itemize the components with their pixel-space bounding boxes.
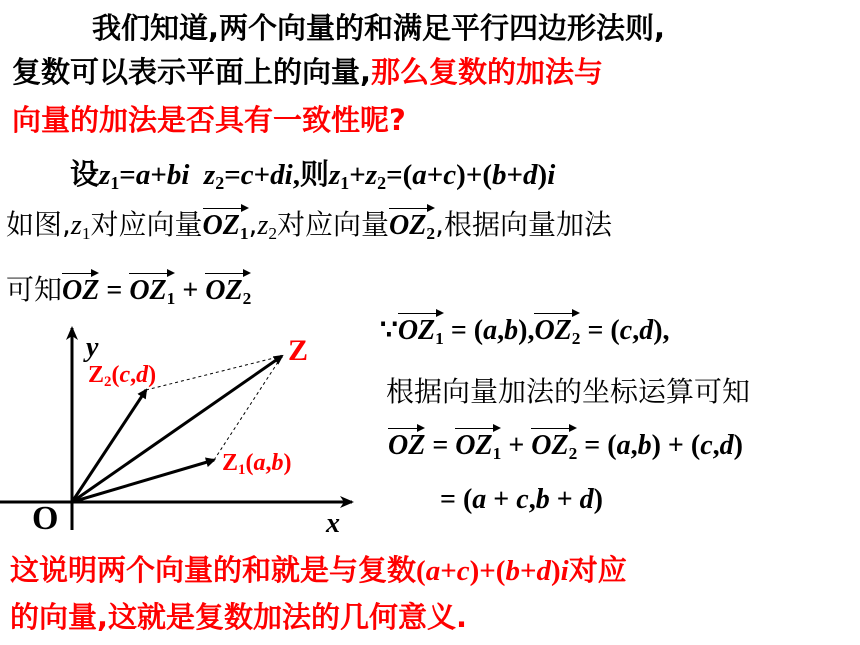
assumption-sep: 则 bbox=[299, 157, 329, 191]
dashed-side-z2-z bbox=[146, 356, 282, 390]
corr2-text: 对应向量 bbox=[277, 208, 390, 241]
sum-formula-2: = (a + c,b + d) bbox=[440, 484, 603, 515]
conclusion-line-2: 的向量,这就是复数加法的几何意义. bbox=[10, 600, 468, 634]
origin-label: O bbox=[32, 500, 59, 537]
comma-1: , bbox=[248, 208, 258, 241]
conclusion-part-b: 对应 bbox=[568, 553, 627, 587]
z1-symbol: $z_1$ bbox=[70, 210, 91, 243]
figure-tail: 根据向量加法 bbox=[443, 208, 612, 241]
know-text: 可知 bbox=[6, 273, 63, 306]
vector-oz1: $OZ_1$ bbox=[202, 210, 249, 243]
x-axis-label: x bbox=[326, 508, 340, 539]
comma-2: , bbox=[435, 208, 444, 241]
intro-line-3: 向量的加法是否具有一致性呢? bbox=[12, 103, 406, 137]
vector-z2-arrow bbox=[72, 390, 146, 502]
because-symbol: ∵ bbox=[380, 315, 398, 346]
figure-lead: 如图, bbox=[6, 208, 71, 241]
assumption-lead: 设 bbox=[70, 157, 100, 191]
dashed-side-z1-z bbox=[214, 356, 282, 460]
assumption-line bbox=[70, 152, 555, 193]
vector-oz2: $OZ_2$ bbox=[389, 210, 436, 243]
z1-point-label: $Z_1(a,b)$ bbox=[222, 450, 292, 479]
conclusion-line-1 bbox=[10, 548, 627, 589]
assumption-formula-2: $z_1+z_2=(a+c)+(b+d)i$ bbox=[328, 159, 556, 194]
sum-formula-1: OZ = $OZ_1 + OZ_2 = (a,b) + (c,d)$ bbox=[388, 430, 743, 463]
sum-line bbox=[6, 268, 251, 308]
assumption-formula-1: $z_1=a+bi$ $z_2=c+di$, bbox=[99, 159, 300, 194]
corr1-text: 对应向量 bbox=[90, 208, 203, 241]
conclusion-part-a: 这说明两个向量的和就是与复数 bbox=[10, 553, 417, 587]
z2-point-label: $Z_2(c,d)$ bbox=[88, 362, 157, 391]
y-axis-label: y bbox=[86, 332, 99, 363]
coordinate-explanation: 根据向量加法的坐标运算可知 bbox=[386, 375, 751, 408]
figure-line bbox=[6, 203, 612, 243]
vector-z1-arrow bbox=[72, 460, 214, 502]
intro-line-2-black: 复数可以表示平面上的向量, bbox=[12, 55, 372, 89]
intro-line-2 bbox=[12, 50, 603, 91]
because-line: $\because OZ_1 = (a,b),OZ_2 = (c,d)$, bbox=[380, 315, 670, 348]
z2-symbol: $z_2$ bbox=[257, 210, 278, 243]
intro-line-2-red: 那么复数的加法与 bbox=[371, 55, 604, 89]
sum-equation: OZ = $OZ_1 + OZ_2$ bbox=[62, 275, 252, 308]
z-point-label: Z bbox=[288, 334, 309, 367]
intro-line-1: 我们知道,两个向量的和满足平行四边形法则, bbox=[92, 11, 666, 45]
conclusion-formula: (a+c)+(b+d)i bbox=[416, 555, 569, 587]
